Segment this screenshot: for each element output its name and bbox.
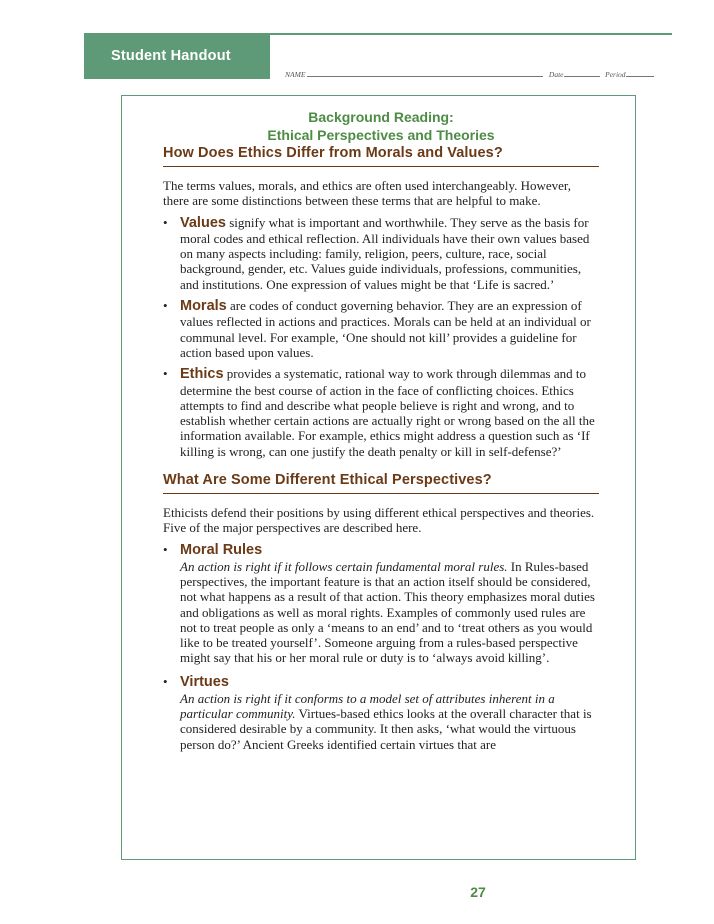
bullet-icon: •	[163, 366, 168, 382]
period-blank[interactable]	[626, 69, 654, 77]
subhead-virtues: Virtues	[180, 673, 229, 690]
title-line-1: Background Reading:	[308, 109, 454, 125]
term-morals: Morals	[180, 298, 227, 315]
term-values: Values	[180, 214, 226, 231]
section-heading-perspectives: What Are Some Different Ethical Perspectives?	[163, 471, 599, 494]
handout-tab	[84, 33, 270, 79]
ethics-text: provides a systematic, rational way to work through dilemmas and to determine the best course of action in the face of conflicting choices. Ethics attempts to find and describe what people believe is right and wrong, and to establish whether certain actions are actually right or wrong based on the all the information available. For example, ethics might address a question such as ‘If killing is wrong, can one justify the death penalty or kill in self-defense?’	[180, 366, 595, 459]
date-blank[interactable]	[564, 69, 600, 77]
virtues-definition: An action is right if it conforms to a model set of attributes inherent in a particular community.	[180, 690, 555, 722]
section1-intro: The terms values, morals, and ethics are often used interchangeably. However, there are some distinctions between these terms that are helpful to make.	[163, 178, 571, 209]
moral-rules-text: In Rules-based perspectives, the important feature is that an action itself should be considered, not what happens as a result of that action. This theory emphasizes moral duties and obligations as well as moral rights. Examples of commonly used rules are not to treat people as only a ‘means to an end’ and to ‘treat others as you would like to be treated yourself’. Someone arguing from a rules-based perspective might say that his or her moral rule or duty is to ‘always avoid killing’.	[180, 558, 595, 666]
name-label: NAME	[285, 70, 306, 79]
page-number: 27	[470, 884, 486, 900]
section1-list	[163, 215, 599, 459]
term-ethics: Ethics	[180, 366, 224, 383]
bullet-icon: •	[163, 298, 168, 314]
list-item-virtues	[163, 674, 599, 752]
virtues-text: Virtues-based ethics looks at the overall character that is considered desirable by a community. It then asks, ‘what would the virtuous person do?’ Ancient Greeks identified certain virtues that are	[180, 706, 592, 752]
handout-tab-label: Student Handout	[111, 48, 231, 64]
section2-intro: Ethicists defend their positions by using different ethical perspectives and theories. Five of the major perspectives are described here.	[163, 505, 595, 536]
bullet-icon: •	[163, 214, 168, 230]
name-blank[interactable]	[307, 69, 543, 77]
morals-text: are codes of conduct governing behavior. They are an expression of values reflected in actions and practices. Morals can be held at an individual or communal level. For example, ‘One should not kill’ provides a guideline for action based upon values.	[180, 298, 591, 360]
date-label: Date	[548, 70, 564, 79]
list-item-morals	[163, 298, 599, 360]
list-item-values	[163, 215, 599, 292]
name-date-period-line	[285, 69, 665, 79]
list-item-ethics	[163, 366, 599, 459]
section2-list	[163, 542, 599, 752]
values-text: signify what is important and worthwhile. They serve as the basis for moral codes and ethical reflection. All individuals have their own values based on many aspects including: family, religion, peers, culture, race, social background, gender, etc. Values guide individuals, professions, communities, and institutions. One expression of values might be that ‘Life is sacred.’	[180, 214, 590, 292]
header-rule	[270, 33, 672, 35]
period-label: Period	[605, 70, 626, 79]
subhead-moral-rules: Moral Rules	[180, 541, 263, 558]
reading-content	[163, 108, 599, 752]
section-heading-ethics-morals-values: How Does Ethics Differ from Morals and Values?	[163, 144, 599, 167]
bullet-icon: •	[163, 673, 168, 689]
moral-rules-definition: An action is right if it follows certain fundamental moral rules.	[180, 558, 508, 574]
bullet-icon: •	[163, 541, 168, 557]
list-item-moral-rules	[163, 542, 599, 666]
page-title	[163, 108, 599, 144]
title-line-2: Ethical Perspectives and Theories	[267, 127, 495, 143]
